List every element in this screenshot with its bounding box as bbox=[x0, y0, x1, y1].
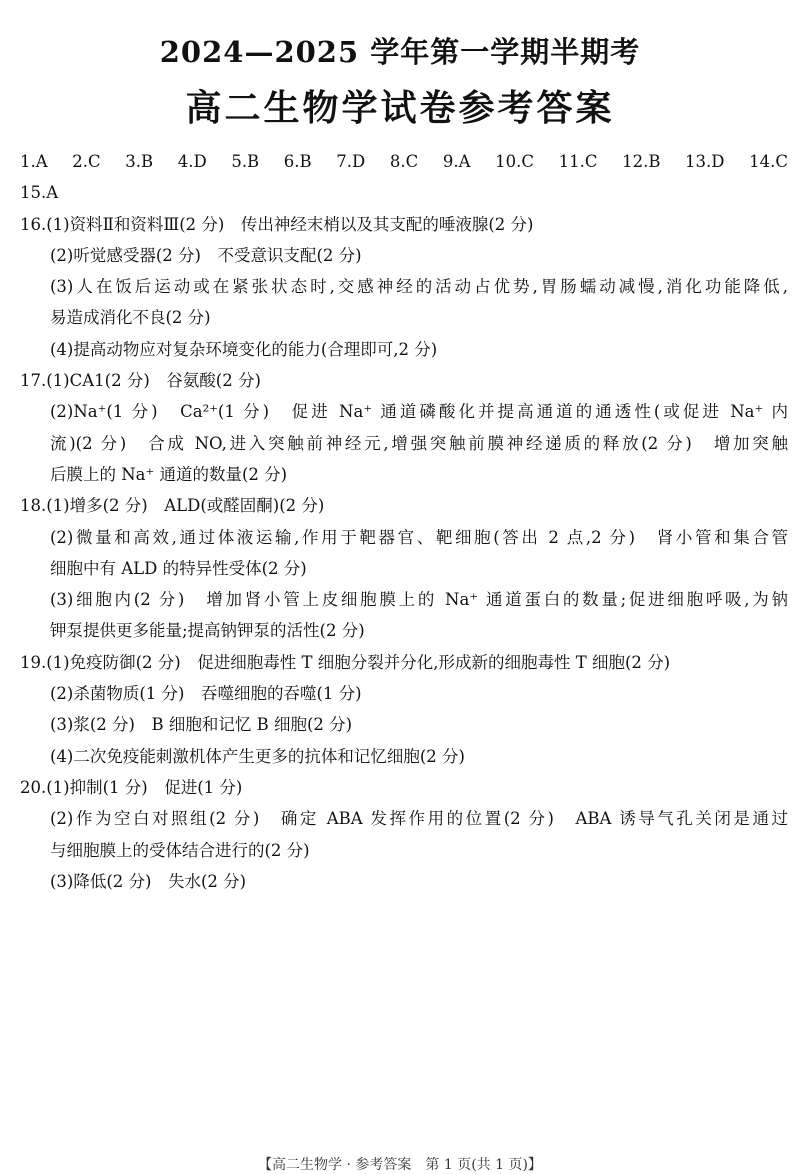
answer-line-choice-2: 15.A bbox=[20, 183, 59, 203]
exam-title-line2: 高二生物学试卷参考答案 bbox=[185, 87, 615, 129]
answer-line-q19-4: (4)二次免疫能刺激机体产生更多的抗体和记忆细胞(2 分) bbox=[50, 746, 465, 766]
answer-line-choice-1: 1.A 2.C 3.B 4.D 5.B 6.B 7.D 8.C 9.A 10.C 11.C 12.B 13.D 14.C bbox=[20, 152, 788, 171]
answer-line-q16-3a: (3)人在饭后运动或在紧张状态时,交感神经的活动占优势,胃肠蠕动减慢,消化功能降低, bbox=[50, 277, 788, 297]
answer-content bbox=[20, 146, 788, 897]
answer-line-q16-1: 16.(1)资料Ⅱ和资料Ⅲ(2 分) 传出神经末梢以及其支配的唾液腺(2 分) bbox=[20, 214, 534, 234]
exam-title-line1: 2024—2025 学年第一学期半期考 bbox=[159, 35, 641, 69]
answer-line-q20-2b: 与细胞膜上的受体结合进行的(2 分) bbox=[50, 840, 310, 860]
answer-line-q18-1: 18.(1)增多(2 分) ALD(或醛固酮)(2 分) bbox=[20, 496, 325, 516]
answer-line-q18-3a: (3)细胞内(2 分) 增加肾小管上皮细胞膜上的 Na⁺ 通道蛋白的数量;促进细胞呼吸,为钠 bbox=[50, 590, 788, 610]
answer-line-q16-4: (4)提高动物应对复杂环境变化的能力(合理即可,2 分) bbox=[50, 339, 438, 359]
answer-line-q19-1: 19.(1)免疫防御(2 分) 促进细胞毒性 T 细胞分裂并分化,形成新的细胞毒性 T 细胞(2 分) bbox=[20, 652, 671, 672]
answer-line-q17-1: 17.(1)CA1(2 分) 谷氨酸(2 分) bbox=[20, 371, 261, 391]
answer-line-q17-2b: 流)(2 分) 合成 NO,进入突触前神经元,增强突触前膜神经递质的释放(2 分) 增加突触 bbox=[50, 433, 788, 453]
page-footer: 【高二生物学 · 参考答案 第 1 页(共 1 页)】 bbox=[258, 1157, 542, 1173]
answer-line-q18-3b: 钾泵提供更多能量;提高钠钾泵的活性(2 分) bbox=[50, 621, 365, 641]
answer-line-q20-2a: (2)作为空白对照组(2 分) 确定 ABA 发挥作用的位置(2 分) ABA 诱导气孔关闭是通过 bbox=[50, 809, 788, 829]
answer-line-q16-2: (2)听觉感受器(2 分) 不受意识支配(2 分) bbox=[50, 245, 362, 265]
answer-line-q17-2a: (2)Na⁺(1 分) Ca²⁺(1 分) 促进 Na⁺ 通道磷酸化并提高通道的通透性(或促进 Na⁺ 内 bbox=[50, 402, 788, 422]
answer-line-q16-3b: 易造成消化不良(2 分) bbox=[50, 308, 211, 328]
answer-line-q20-1: 20.(1)抑制(1 分) 促进(1 分) bbox=[20, 777, 243, 797]
answer-line-q20-3: (3)降低(2 分) 失水(2 分) bbox=[50, 871, 247, 891]
answer-line-q18-2b: 细胞中有 ALD 的特异性受体(2 分) bbox=[50, 558, 307, 578]
answer-line-q18-2a: (2)微量和高效,通过体液运输,作用于靶器官、靶细胞(答出 2 点,2 分) 肾小管和集合管 bbox=[50, 527, 788, 547]
answer-line-q17-2c: 后膜上的 Na⁺ 通道的数量(2 分) bbox=[50, 464, 288, 484]
answer-line-q19-2: (2)杀菌物质(1 分) 吞噬细胞的吞噬(1 分) bbox=[50, 684, 362, 704]
answer-line-q19-3: (3)浆(2 分) B 细胞和记忆 B 细胞(2 分) bbox=[50, 715, 353, 735]
